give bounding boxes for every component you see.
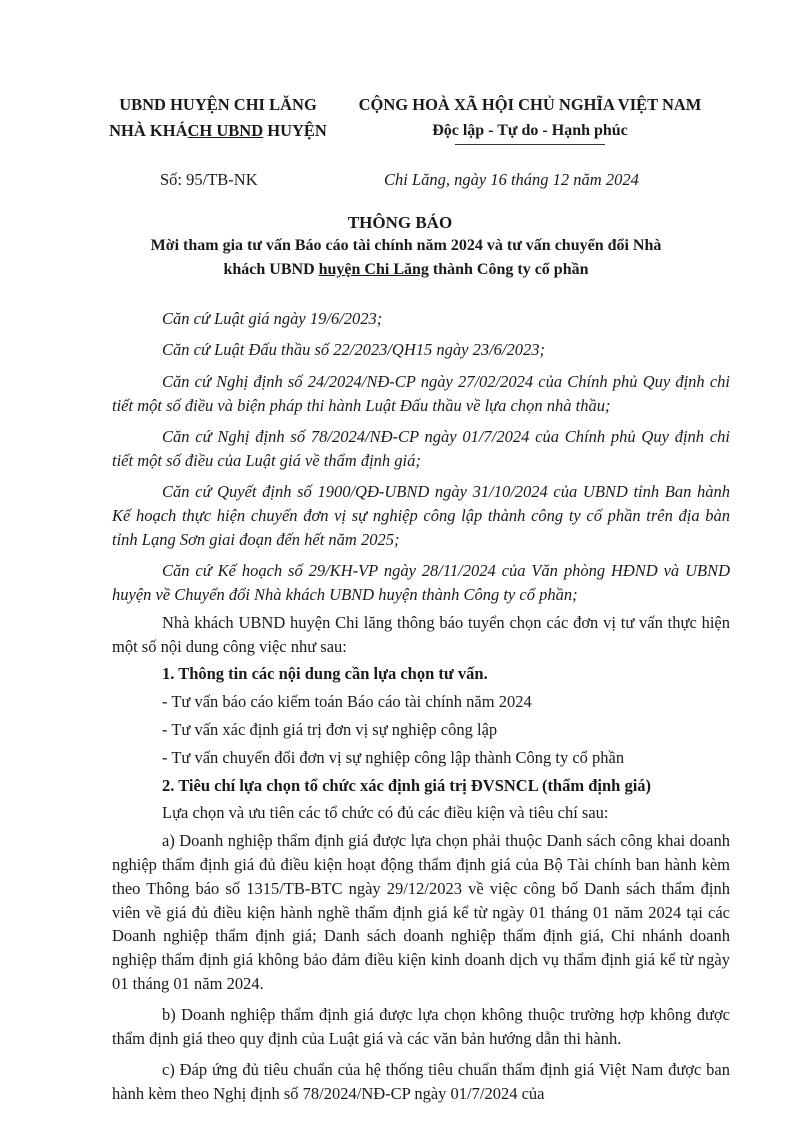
issuer-block [98, 92, 338, 144]
document-title: THÔNG BÁO [347, 213, 453, 232]
subtitle-line1: Mời tham gia tư vấn Báo cáo tài chính năm 2024 và tư vấn chuyển đổi Nhà [150, 237, 662, 254]
legal-basis-4: Căn cứ Nghị định số 78/2024/NĐ-CP ngày 01/7/2024 của Chính phủ Quy định chi tiết một số điều của Luật giá về thẩm định giá; [112, 426, 730, 470]
national-title: CỘNG HOÀ XÃ HỘI CHỦ NGHĨA VIỆT NAM [358, 95, 702, 114]
section1-item-3: - Tư vấn chuyển đổi đơn vị sự nghiệp công lập thành Công ty cổ phần [162, 747, 625, 767]
section2-heading: 2. Tiêu chí lựa chọn tổ chức xác định giá trị ĐVSNCL (thẩm định giá) [162, 775, 652, 795]
legal-basis-3: Căn cứ Nghị định số 24/2024/NĐ-CP ngày 27/02/2024 của Chính phủ Quy định chi tiết một số điều và biện pháp thi hành Luật Đấu thầu về lựa chọn nhà thầu; [112, 371, 730, 415]
section2-item-a: a) Doanh nghiệp thẩm định giá được lựa chọn phải thuộc Danh sách công khai doanh nghiệp thẩm định giá đủ điều kiện hoạt động thẩm định giá của Bộ Tài chính ban hành kèm theo Thông báo số 1315/TB-BTC ngày 29/12/2023 về việc công bố Danh sách thẩm định viên về giá đủ điều kiện hành nghề thẩm định giá kể từ ngày 01 tháng 01 năm 2024 tại các Doanh nghiệp thẩm định giá; Danh sách doanh nghiệp thẩm định giá, Chi nhánh doanh nghiệp thẩm định giá không bảo đảm điều kiện kinh doanh dịch vụ thẩm định giá kể từ ngày 01 tháng 01 năm 2024. [112, 831, 730, 993]
section1-item-1: - Tư vấn báo cáo kiểm toán Báo cáo tài chính năm 2024 [162, 692, 532, 712]
section2-item-c: c) Đáp ứng đủ tiêu chuẩn của hệ thống tiêu chuẩn thẩm định giá Việt Nam được ban hành kèm theo Nghị định số 78/2024/NĐ-CP ngày 01/7/2024 của [112, 1060, 730, 1104]
legal-basis-5: Căn cứ Quyết định số 1900/QĐ-UBND ngày 31/10/2024 của UBND tỉnh Ban hành Kế hoạch thực hiện chuyển đơn vị sự nghiệp công lập thành công ty cổ phần trên địa bàn tỉnh Lạng Sơn giai đoạn đến hết năm 2025; [112, 482, 730, 549]
motto: Độc lập - Tự do - Hạnh phúc [432, 122, 628, 139]
issuer-line2-part3: HUYỆN [263, 121, 327, 140]
section1-heading: 1. Thông tin các nội dung cần lựa chọn tư vấn. [162, 664, 488, 684]
motto-underline [455, 144, 605, 145]
legal-basis-1: Căn cứ Luật giá ngày 19/6/2023; [162, 309, 383, 328]
issuer-line2-underlined: CH UBND [187, 121, 264, 140]
subtitle-line2 [106, 258, 706, 282]
legal-basis-2: Căn cứ Luật Đấu thầu số 22/2023/QH15 ngày 23/6/2023; [162, 340, 545, 360]
legal-basis-6: Căn cứ Kế hoạch số 29/KH-VP ngày 28/11/2024 của Văn phòng HĐND và UBND huyện về Chuyển đổi Nhà khách UBND huyện thành Công ty cổ phần; [112, 561, 730, 604]
subtitle-line2-underlined: huyện Chi Lăng [318, 261, 429, 278]
issuer-line2-part1: NHÀ KHÁ [109, 121, 188, 140]
section2-intro: Lựa chọn và ưu tiên các tổ chức có đủ các điều kiện và tiêu chí sau: [162, 803, 609, 823]
national-motto-block [340, 92, 720, 145]
document-date: Chi Lăng, ngày 16 tháng 12 năm 2024 [384, 170, 639, 189]
document-subtitle [106, 234, 706, 282]
subtitle-line2-part3: thành Công ty cổ phần [428, 261, 589, 278]
intro-paragraph: Nhà khách UBND huyện Chi lăng thông báo tuyển chọn các đơn vị tư vấn thực hiện một số nội dung công việc như sau: [112, 612, 730, 656]
document-body [112, 307, 730, 1114]
document-number: Số: 95/TB-NK [160, 170, 258, 189]
section2-item-b: b) Doanh nghiệp thẩm định giá được lựa chọn không thuộc trường hợp không được thẩm định giá theo quy định của Luật giá và các văn bản hướng dẫn thi hành. [112, 1005, 730, 1049]
subtitle-line2-part1: khách UBND [223, 261, 319, 278]
issuer-line1: UBND HUYỆN CHI LĂNG [119, 95, 317, 114]
section1-item-2: - Tư vấn xác định giá trị đơn vị sự nghiệp công lập [162, 719, 498, 739]
issuer-line2 [98, 118, 338, 144]
